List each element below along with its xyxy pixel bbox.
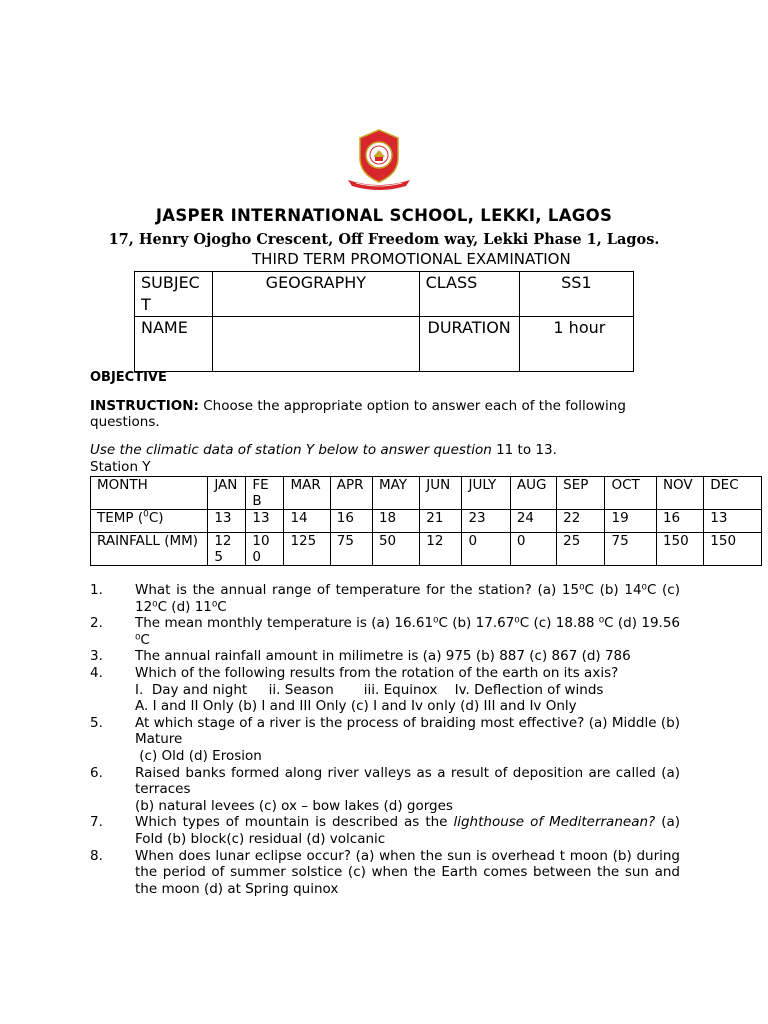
- question-line: At which stage of a river is the process of braiding most effective? (a) Middle (b) Mature: [135, 714, 680, 748]
- rainfall-cell: 100: [246, 533, 284, 566]
- question-text-italic: lighthouse of Mediterranean?: [453, 814, 656, 831]
- climate-intro-italic: Use the climatic data of station Y below to answer question: [90, 442, 492, 458]
- month-cell: DEC: [704, 477, 762, 510]
- question-number: 1.: [90, 582, 103, 598]
- climate-row-month: [91, 477, 762, 510]
- question-item: [90, 814, 680, 847]
- rainfall-cell: 0: [462, 533, 510, 566]
- rainfall-cell: 75: [605, 533, 656, 566]
- month-cell: JULY: [462, 477, 510, 510]
- month-cell: MAY: [372, 477, 419, 510]
- month-cell: AUG: [510, 477, 556, 510]
- month-label: MONTH: [91, 477, 208, 510]
- temp-label-b: C): [148, 510, 164, 526]
- name-label: NAME: [135, 317, 213, 372]
- climate-table: [90, 476, 762, 566]
- question-number: 3.: [90, 648, 103, 665]
- instruction-text: Choose the appropriate option to answer each of the following questions.: [90, 398, 626, 430]
- question-text-a: Which types of mountain is described as the: [135, 814, 454, 831]
- rainfall-cell: 125: [208, 533, 246, 566]
- station-label: Station Y: [90, 459, 151, 475]
- question-line: I. Day and night ii. Season iii. Equinox Iv. Deflection of winds: [135, 681, 604, 698]
- rainfall-cell: 150: [704, 533, 762, 566]
- rainfall-label: RAINFALL (MM): [91, 533, 208, 566]
- rainfall-cell: 50: [372, 533, 419, 566]
- instruction: [90, 398, 680, 430]
- temp-cell: 19: [605, 510, 656, 533]
- question-text: [135, 715, 680, 765]
- temp-cell: 13: [704, 510, 762, 533]
- temp-label: [91, 510, 208, 533]
- question-line: A. I and II Only (b) I and III Only (c) I and Iv only (d) III and Iv Only: [135, 698, 577, 715]
- class-value: SS1: [519, 272, 633, 317]
- crest-shield: [360, 130, 398, 182]
- question-item: [90, 665, 680, 715]
- question-item: [90, 648, 680, 665]
- temp-label-sup: 0: [143, 509, 149, 520]
- info-row-subject: [135, 272, 634, 317]
- question-line: Raised banks formed along river valleys as a result of deposition are called (a) terraces: [135, 764, 680, 798]
- question-number: 8.: [90, 847, 103, 864]
- question-text: [135, 665, 680, 715]
- question-line: (c) Old (d) Erosion: [135, 747, 262, 764]
- month-cell: JAN: [208, 477, 246, 510]
- question-item: [90, 848, 680, 898]
- duration-value: 1 hour: [519, 317, 633, 372]
- question-number: 5.: [90, 714, 103, 731]
- climate-row-rainfall: [91, 533, 762, 566]
- question-text: The annual rainfall amount in milimetre is (a) 975 (b) 887 (c) 867 (d) 786: [135, 648, 631, 665]
- duration-label: DURATION: [419, 317, 519, 372]
- rainfall-cell: 0: [510, 533, 556, 566]
- exam-info-table: [134, 271, 634, 372]
- objective-heading: OBJECTIVE: [90, 370, 167, 385]
- subject-label: SUBJECT: [135, 272, 213, 317]
- school-name: JASPER INTERNATIONAL SCHOOL, LEKKI, LAGOS: [155, 206, 613, 225]
- temp-cell: 13: [246, 510, 284, 533]
- temp-cell: 18: [372, 510, 419, 533]
- exam-title: THIRD TERM PROMOTIONAL EXAMINATION: [252, 250, 571, 268]
- question-number: 4.: [90, 664, 103, 681]
- rainfall-cell: 150: [656, 533, 703, 566]
- question-text: [135, 765, 680, 815]
- instruction-label: INSTRUCTION:: [90, 398, 199, 414]
- question-number: 7.: [90, 814, 103, 831]
- question-item: [90, 582, 680, 615]
- question-text: When does lunar eclipse occur? (a) when the sun is overhead t moon (b) during the period of summer solstice (c) when the Earth comes between the sun and the moon (d) at Spring quinox: [135, 847, 680, 897]
- question-item: [90, 715, 680, 765]
- question-line: Which of the following results from the rotation of the earth on its axis?: [135, 664, 619, 681]
- question-text-b: (a) Fold (b) block(c) residual (d) volcanic: [135, 814, 680, 847]
- question-item: [90, 615, 680, 648]
- climate-intro: [90, 442, 557, 458]
- temp-label-a: TEMP (: [97, 510, 144, 526]
- rainfall-cell: 25: [557, 533, 605, 566]
- question-item: [90, 765, 680, 815]
- temp-cell: 16: [656, 510, 703, 533]
- month-cell: OCT: [605, 477, 656, 510]
- question-list: [90, 582, 680, 897]
- month-cell: SEP: [557, 477, 605, 510]
- question-text: What is the annual range of temperature for the station? (a) 15⁰C (b) 14⁰C (c) 12⁰C (d) 11⁰C: [135, 582, 680, 615]
- question-number: 6.: [90, 764, 103, 781]
- temp-cell: 24: [510, 510, 556, 533]
- month-cell: APR: [330, 477, 372, 510]
- school-crest-logo: [346, 128, 412, 190]
- name-value[interactable]: [213, 317, 419, 372]
- question-number: 2.: [90, 615, 103, 632]
- temp-cell: 16: [330, 510, 372, 533]
- class-label: CLASS: [419, 272, 519, 317]
- question-text: The mean monthly temperature is (a) 16.61⁰C (b) 17.67⁰C (c) 18.88 ⁰C (d) 19.56 ⁰C: [135, 615, 680, 648]
- month-cell: JUN: [420, 477, 462, 510]
- month-cell: FEB: [246, 477, 284, 510]
- temp-cell: 13: [208, 510, 246, 533]
- subject-value: GEOGRAPHY: [213, 272, 419, 317]
- rainfall-cell: 75: [330, 533, 372, 566]
- month-cell: MAR: [284, 477, 330, 510]
- rainfall-cell: 125: [284, 533, 330, 566]
- question-text: [135, 814, 680, 847]
- climate-row-temp: [91, 510, 762, 533]
- school-address: 17, Henry Ojogho Crescent, Off Freedom way, Lekki Phase 1, Lagos.: [108, 231, 660, 248]
- temp-cell: 23: [462, 510, 510, 533]
- temp-cell: 14: [284, 510, 330, 533]
- question-line: (b) natural levees (c) ox – bow lakes (d) gorges: [135, 797, 453, 814]
- info-row-name: [135, 317, 634, 372]
- month-cell: NOV: [656, 477, 703, 510]
- climate-intro-rest: 11 to 13.: [491, 442, 557, 458]
- rainfall-cell: 12: [420, 533, 462, 566]
- temp-cell: 21: [420, 510, 462, 533]
- temp-cell: 22: [557, 510, 605, 533]
